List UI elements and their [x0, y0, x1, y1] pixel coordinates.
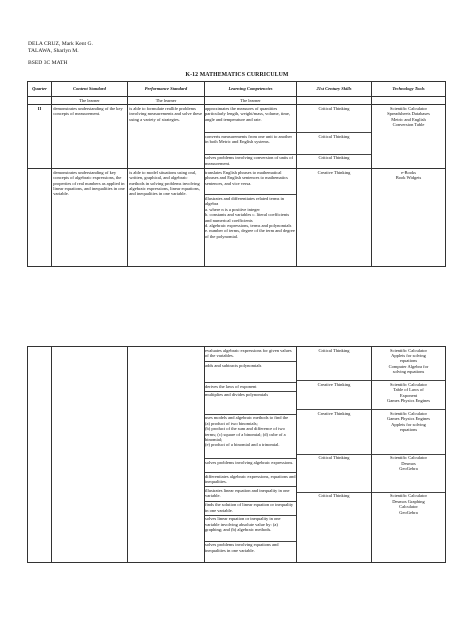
- tools-item: Scientific Calculator Desmos GeoGebra: [371, 454, 447, 492]
- table-row: [28, 105, 446, 169]
- author-name-2: TALAWA, Sharlyn M.: [28, 48, 79, 54]
- competency-item: solves problems involving conversion of units of measurement.: [204, 154, 298, 167]
- tools-item: Scientific Calculator Games Physics Engines Applets for solving equations: [371, 409, 447, 453]
- table-row: [28, 347, 446, 563]
- competency-item: evaluates algebraic expressions for given values of the variables.: [205, 347, 292, 358]
- skill-item: Critical Thinking: [296, 454, 373, 492]
- skill-item: Creative Thinking: [296, 409, 373, 453]
- competency-item: illustrates linear equation and inequality in one variable.: [204, 486, 298, 500]
- competency-item: uses models and algebraic methods to find the (a) product of two binomials; (b) product of the sum and difference of two terms; (c) square of a binomial; (d) cube of a binomial; (e) product of a binomial and a trinomial.: [204, 414, 298, 458]
- skill-item: Critical Thinking: [296, 154, 373, 162]
- competency-item: converts measurements from one unit to another in both Metric and English systems.: [204, 132, 298, 153]
- tools-cell: e-Books Book Widgets: [372, 169, 446, 267]
- col-header-quarter: Quarter: [28, 82, 52, 97]
- tools-item: Scientific Calculator Desmos Graphing Calculator GeoGebra: [371, 492, 447, 516]
- table-row: [28, 169, 446, 267]
- competency-item: solves problems involving equations and inequalities in one variable.: [204, 541, 298, 554]
- lead-competency: The learner: [205, 97, 297, 105]
- lead-performance: The learner: [128, 97, 205, 105]
- tools-item: Scientific Calculator Table of Laws of Exponent Games Physics Engines: [371, 380, 447, 409]
- tools-item: Scientific Calculator Applets for solving equations Computer Algebra for solving equations: [388, 347, 429, 375]
- program-label: BSED 3C MATH: [28, 60, 68, 66]
- competency-item: approximates the measures of quantities particularly length, weight/mass, volume, time, angle and temperature and rate.: [205, 105, 290, 122]
- table-row: [28, 97, 446, 105]
- document-title: K-12 MATHEMATICS CURRICULUM: [185, 72, 289, 78]
- table-header-row: [28, 82, 446, 97]
- quarter-cell: II: [28, 105, 52, 169]
- curriculum-table-page1: [27, 81, 445, 267]
- competency-item: solves problems involving algebraic expressions.: [204, 458, 298, 472]
- performance-standard: is able to formulate reallife problems involving measurements and solve these using a variety of strategies.: [128, 105, 205, 169]
- lead-content: The learner: [52, 97, 128, 105]
- competency-item: derives the laws of exponent: [204, 382, 298, 390]
- skill-item: Critical Thinking: [296, 492, 373, 500]
- skill-item: Critical Thinking: [318, 347, 350, 353]
- competency-item: translates English phrases to mathematical phrases and English sentences to mathematics sentences, and vice versa.: [205, 169, 288, 186]
- skill-item: Creative Thinking: [296, 380, 373, 409]
- content-standard: demonstrates understanding of key concepts of algebraic expressions, the properties of real numbers as applied in linear equations, and inequalities in one variable.: [52, 169, 128, 267]
- competency-item: adds and subtracts polynomials: [204, 361, 298, 382]
- skill-item: Creative Thinking: [297, 169, 372, 267]
- competency-item: differentiates algebraic expressions, equations and inequalities.: [204, 472, 298, 486]
- skill-item: Critical Thinking: [296, 132, 373, 153]
- col-header-competencies: Learning Competencies: [205, 82, 297, 97]
- curriculum-table-page2: [27, 346, 445, 563]
- skill-item: Critical Thinking: [318, 105, 350, 111]
- col-header-performance: Performance Standard: [128, 82, 205, 97]
- competency-item: illustrates and differentiates related terms in algebra a. where n is a positive integer b. constants and variables c. literal coefficients and numerical coefficients d. algebraic expressions, terms and polynomials e. number of terms, degree of the term and degree of the polynomial.: [204, 194, 298, 239]
- tools-cell: Scientific Calculator Spreadsheets Databases Metric and English Conversion Table: [372, 105, 446, 169]
- competency-item: finds the solution of linear equation or inequality in one variable.: [204, 501, 298, 515]
- content-standard: demonstrates understanding of the key concepts of measurement.: [52, 105, 128, 169]
- col-header-content: Content Standard: [52, 82, 128, 97]
- performance-standard: is able to model situations using oral, written, graphical, and algebraic methods in solving problems involving algebraic expressions, linear equations, and inequalities in one variable.: [128, 169, 205, 267]
- col-header-tools: Technology Tools: [372, 82, 446, 97]
- competency-item: multiplies and divides polynomials: [204, 391, 298, 414]
- author-name-1: DELA CRUZ, Mark Kent G.: [28, 41, 93, 47]
- competency-item: solves linear equation or inequality in one variable involving absolute value by: (a) graphing; and (b) algebraic methods.: [204, 515, 298, 541]
- col-header-skills: 21st Century Skills: [297, 82, 372, 97]
